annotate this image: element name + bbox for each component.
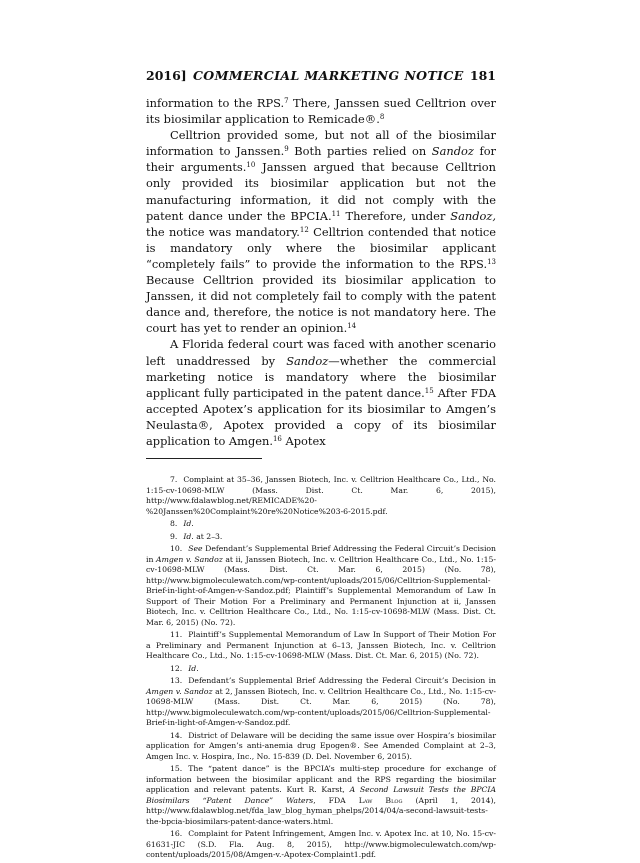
- footnote-text: Id.: [183, 519, 194, 529]
- text-run: A Florida federal court was faced with another scenario left unaddressed by: [146, 337, 496, 368]
- text-run: After FDA accepted Apotex’s application for its biosimilar to Amgen’s Neulasta®, Apotex provided a copy of its biosimilar application to Amgen.: [146, 385, 496, 448]
- text-run: Celltrion contended that notice is mandatory only where the biosimilar applicant “completely fails” to provide the information to the RPS.: [146, 224, 496, 271]
- footnote-number: 8.: [170, 519, 178, 529]
- footnote-ref-10[interactable]: 10: [246, 161, 256, 170]
- footnote-text: , FDA: [313, 795, 359, 805]
- text-run: Celltrion provided some, but not all of the biosimilar information to Janssen.: [146, 128, 496, 159]
- text-run: for their arguments.: [146, 144, 496, 175]
- paragraph-3: [146, 336, 496, 449]
- footnote-text: Plaintiff’s Supplemental Memorandum of Law In Support of Their Motion For a Preliminary and Permanent Injunction at 6–13, Janssen Biotech, Inc. v. Celltrion Healthcare Co., Ltd., No. 1:15-cv-10698-MLW (Mass. Dist. Ct. Mar. 6, 2015) (No. 72).: [146, 630, 496, 661]
- footnote-10: [146, 544, 496, 628]
- footnote-ref-8[interactable]: 8: [379, 113, 385, 122]
- running-header: [146, 68, 496, 92]
- footnote-text: Defendant’s Supplemental Brief Addressing the Federal Circuit’s Decision in: [188, 676, 496, 686]
- footnote-number: 12.: [170, 663, 183, 673]
- footnote-ref-15[interactable]: 15: [424, 386, 434, 395]
- footnote-ref-7[interactable]: 7: [284, 97, 289, 105]
- footnote-ref-16[interactable]: 16: [272, 434, 282, 443]
- footnotes: [146, 475, 496, 861]
- case-name: Amgen v. Sandoz: [146, 686, 213, 696]
- footnote-ref-9[interactable]: 9: [284, 145, 289, 154]
- footnote-number: 13.: [170, 676, 183, 686]
- footnote-number: 9.: [170, 531, 178, 541]
- article-title: A Second Lawsuit Tests the BPCIA Biosimilars “Patent Dance” Waters: [146, 785, 496, 805]
- text-run: Because Celltrion provided its biosimilar application to Janssen, it did not completely fail to comply with the patent dance and, therefore, the notice is not mandatory here. The court has yet to render an opinion.: [146, 273, 496, 336]
- footnote-text: Complaint for Patent Infringement, Amgen Inc. v. Apotex Inc. at 10, No. 15-cv-61631-JIC (S.D. Fla. Aug. 8, 2015), http://www.bigmoleculewatch.com/wp-content/uploads/2015/08/Amgen-v.-Apotex-Complaint1.pdf.: [146, 829, 496, 860]
- footnote-11: [146, 630, 496, 662]
- footnote-15: [146, 764, 496, 827]
- footnote-number: 11.: [170, 630, 183, 640]
- text-run: the notice was mandatory.: [146, 224, 300, 239]
- footnote-ref-11[interactable]: 11: [331, 209, 341, 218]
- footnote-text: Id.: [188, 663, 199, 673]
- footnote-9: [146, 532, 496, 543]
- text-run: Janssen argued that because Celltrion only provided its biosimilar application but not the manufacturing information, it did not comply with the patent dance under the BPCIA.: [146, 160, 496, 223]
- footnote-number: 7.: [170, 475, 178, 485]
- footnote-ref-12[interactable]: 12: [299, 225, 309, 234]
- text-run: There, Janssen sued Celltrion over its biosimilar application to Remicade®.: [146, 96, 496, 127]
- text-run: information to the RPS.: [146, 96, 285, 110]
- case-name: Sandoz: [431, 144, 474, 159]
- body-text: [146, 95, 496, 449]
- paragraph-1: [146, 95, 496, 127]
- footnote-14: [146, 731, 496, 763]
- footnote-text: District of Delaware will be deciding the same issue over Hospira’s biosimilar application for Amgen’s anti-anemia drug Epogen®. See Amended Complaint at 2–3, Amgen Inc. v. Hospira, Inc., No. 15-839 (D. Del. November 6, 2015).: [146, 730, 496, 761]
- header-title: COMMERCIAL MARKETING NOTICE: [192, 68, 464, 83]
- footnote-signal: See: [188, 544, 203, 554]
- footnote-7: [146, 475, 496, 517]
- footnote-text: Complaint at 35–36, Janssen Biotech, Inc. v. Celltrion Healthcare Co., Ltd., No. 1:15-cv-10698-MLW (Mass. Dist. Ct. Mar. 6, 2015), http://www.fdalawblog.net/REMICADE%20-%20Janssen%20Complaint%20re%20Notice%203-6-2015.pdf.: [146, 475, 496, 516]
- footnote-divider: [146, 458, 262, 459]
- footnote-text: Defendant’s Supplemental Brief Addressing the Federal Circuit’s Decision in: [146, 544, 496, 564]
- publication-name: Law Blog: [358, 795, 403, 805]
- footnote-ref-13[interactable]: 13: [487, 257, 496, 266]
- footnote-13: [146, 676, 496, 729]
- text-run: Both parties relied on: [288, 144, 432, 159]
- document-page: [146, 68, 496, 863]
- footnote-id-signal: Id.: [183, 531, 194, 541]
- case-name: Sandoz,: [450, 208, 496, 223]
- footnote-16: [146, 829, 496, 861]
- text-run: —whether the commercial marketing notice is mandatory where the biosimilar applicant fully participated in the patent dance.: [146, 353, 496, 400]
- footnote-text: at ii, Janssen Biotech, Inc. v. Celltrion Healthcare Co., Ltd., No. 1:15-cv-10698-MLW (Mass. Dist. Ct. Mar. 6, 2015) (No. 78), http://www.bigmoleculewatch.com/wp-content/uploads/2015/06/Celltrion-Supplemental-Brief-in-light-of-Amgen-v-Sandoz.pdf; Plaintiff’s Supplemental Memorandum of Law In Support of Their Motion For a Preliminary and Permanent Injunction at ii, Janssen Biotech, Inc. v. Celltrion Healthcare Co., Ltd., No. 1:15-cv-10698-MLW (Mass. Dist. Ct. Mar. 6, 2015) (No. 72).: [146, 554, 496, 627]
- footnote-text: (April 1, 2014), http://www.fdalawblog.net/fda_law_blog_hyman_phelps/2014/04/a-second-lawsuit-tests-the-bpcia-biosimilars-patent-dance-waters.html.: [146, 795, 496, 826]
- case-name: Sandoz: [286, 353, 329, 368]
- case-name: Amgen v. Sandoz: [156, 554, 223, 564]
- footnote-number: 10.: [170, 544, 183, 554]
- footnote-number: 15.: [170, 764, 183, 774]
- footnote-12: [146, 664, 496, 675]
- footnote-8: [146, 519, 496, 530]
- page-number: 181: [469, 68, 496, 83]
- footnote-number: 16.: [170, 829, 183, 839]
- text-run: Therefore, under: [340, 208, 451, 223]
- footnote-ref-14[interactable]: 14: [347, 322, 357, 331]
- header-volume-year: 2016]: [146, 68, 187, 83]
- paragraph-2: [146, 127, 496, 336]
- footnote-text: The “patent dance” is the BPCIA’s multi-step procedure for exchange of information between the biosimilar applicant and the RPS regarding the biosimilar application and relevant patents. Kurt R. Karst,: [146, 764, 496, 795]
- footnote-text: at 2, Janssen Biotech, Inc. v. Celltrion Healthcare Co., Ltd., No. 1:15-cv-10698-MLW (Mass. Dist. Ct. Mar. 6, 2015) (No. 78), http://www.bigmoleculewatch.com/wp-content/uploads/2015/06/Celltrion-Supplemental-Brief-in-light-of-Amgen-v-Sandoz.pdf.: [146, 686, 496, 728]
- footnote-text: at 2–3.: [193, 531, 223, 541]
- text-run: Apotex: [281, 433, 326, 448]
- footnote-number: 14.: [170, 730, 183, 740]
